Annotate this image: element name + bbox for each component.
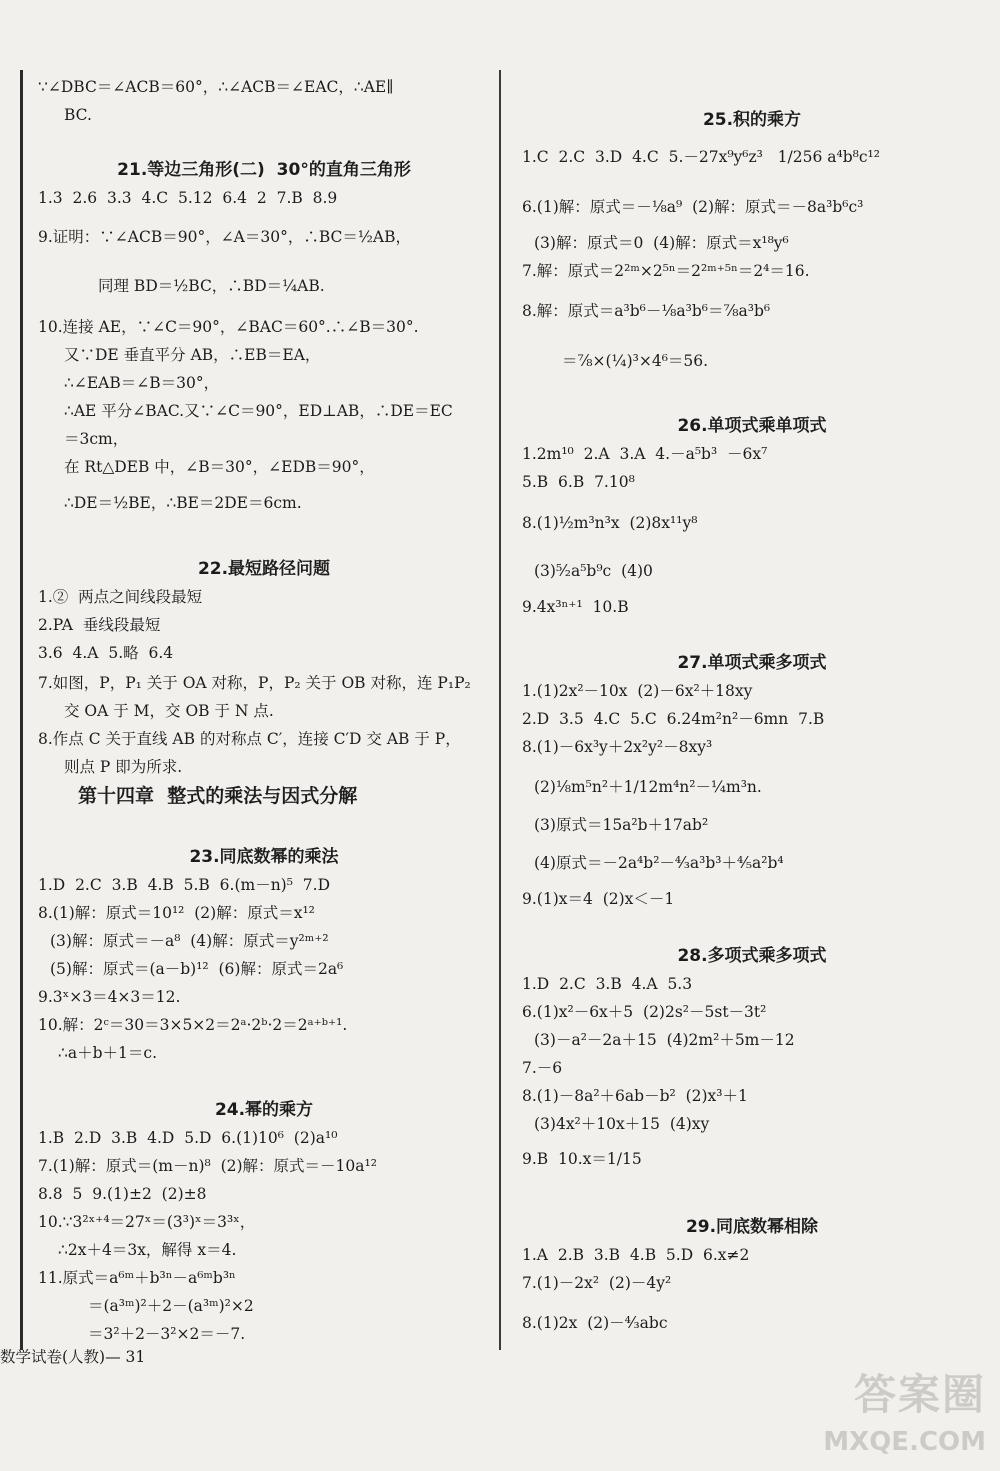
- chapter-title: 第十四章 整式的乘法与因式分解: [78, 785, 358, 807]
- section-title-24: 24.幂的乘方: [214, 1100, 314, 1120]
- answer-line: ∴DE＝½BE，∴BE＝2DE＝6cm.: [64, 494, 302, 512]
- answer-line: 8.(1)½m³n³x (2)8x¹¹y⁸: [522, 514, 698, 532]
- section-title-22: 22.最短路径问题: [197, 559, 331, 579]
- section-title-28: 28.多项式乘多项式: [677, 946, 827, 966]
- answer-line: (3)4x²＋10x＋15 (4)xy: [534, 1115, 710, 1133]
- answer-line: 1.D 2.C 3.B 4.A 5.3: [522, 975, 693, 993]
- answer-line: (4)原式＝－2a⁴b²－⁴⁄₃a³b³＋⁴⁄₅a²b⁴: [534, 854, 784, 872]
- answer-line: 11.原式＝a⁶ᵐ＋b³ⁿ－a⁶ᵐb³ⁿ: [38, 1269, 236, 1287]
- answer-line: 7.如图，P，P₁ 关于 OA 对称，P，P₂ 关于 OB 对称，连 P₁P₂: [38, 674, 471, 692]
- answer-line: 1.D 2.C 3.B 4.B 5.B 6.(m－n)⁵ 7.D: [38, 876, 331, 894]
- answer-line: ∴AE 平分∠BAC.又∵∠C＝90°，ED⊥AB，∴DE＝EC: [64, 402, 453, 420]
- answer-line: 1.② 两点之间线段最短: [38, 588, 203, 606]
- left-margin-rule: [20, 70, 23, 1350]
- section-title-23: 23.同底数幂的乘法: [189, 847, 339, 867]
- answer-line: ＝3cm，: [64, 430, 129, 448]
- section-title-26: 26.单项式乘单项式: [677, 416, 827, 436]
- answer-line: ＝⅞×(¼)³×4⁶＝56.: [562, 352, 709, 370]
- answer-line: 2.PA 垂线段最短: [38, 616, 161, 634]
- section-title-25: 25.积的乘方: [702, 110, 802, 130]
- answer-line: 7.(1)解：原式＝(m－n)⁸ (2)解：原式＝－10a¹²: [38, 1157, 377, 1175]
- answer-line: 8.作点 C 关于直线 AB 的对称点 C′，连接 C′D 交 AB 于 P，: [38, 730, 461, 748]
- answer-line: (2)⅛m⁵n²＋1/12m⁴n²－¼m³n.: [534, 778, 762, 796]
- watermark-url: MXQE.COM: [823, 1427, 986, 1457]
- answer-line: (3)原式＝15a²b＋17ab²: [534, 816, 709, 834]
- answer-line: 10.∵3²ˣ⁺⁴＝27ˣ＝(3³)ˣ＝3³ˣ，: [38, 1213, 256, 1231]
- answer-line: 8.(1)2x (2)－⁴⁄₃abc: [522, 1314, 668, 1332]
- answer-line: ∴a＋b＋1＝c.: [58, 1044, 157, 1062]
- answer-line: (3)解：原式＝－a⁸ (4)解：原式＝y²ᵐ⁺²: [50, 932, 329, 950]
- section-title-29: 29.同底数幂相除: [685, 1217, 819, 1237]
- answer-line: 5.B 6.B 7.10⁸: [522, 473, 635, 491]
- answer-line: 8.(1)－8a²＋6ab－b² (2)x³＋1: [522, 1087, 748, 1105]
- answer-line: 2.D 3.5 4.C 5.C 6.24m²n²－6mn 7.B: [522, 710, 825, 728]
- answer-line: 9.4x³ⁿ⁺¹ 10.B: [522, 598, 629, 616]
- answer-line: 1.3 2.6 3.3 4.C 5.12 6.4 2 7.B 8.9: [38, 189, 338, 207]
- section-title-21: 21.等边三角形(二) 30°的直角三角形: [117, 160, 411, 180]
- answer-line: 在 Rt△DEB 中，∠B＝30°，∠EDB＝90°，: [64, 458, 375, 476]
- answer-line: 8.解：原式＝a³b⁶－⅛a³b⁶＝⅞a³b⁶: [522, 302, 771, 320]
- answer-line: 9.(1)x＝4 (2)x＜－1: [522, 890, 675, 908]
- answer-line: (3)－a²－2a＋15 (4)2m²＋5m－12: [534, 1031, 795, 1049]
- answer-line: 则点 P 即为所求.: [64, 758, 183, 776]
- section-title-27: 27.单项式乘多项式: [677, 653, 827, 673]
- watermark-logo: [786, 1362, 986, 1457]
- answer-line: 6.(1)x²－6x＋5 (2)2s²－5st－3t²: [522, 1003, 767, 1021]
- page-footer: 数学试卷(人教)— 31: [0, 1348, 146, 1366]
- answer-line: 6.(1)解：原式＝－⅛a⁹ (2)解：原式＝－8a³b⁶c³: [522, 198, 864, 216]
- answer-line: (5)解：原式＝(a－b)¹² (6)解：原式＝2a⁶: [50, 960, 344, 978]
- answer-line: 1.A 2.B 3.B 4.B 5.D 6.x≠2: [522, 1246, 750, 1264]
- answer-line: ∵∠DBC＝∠ACB＝60°，∴∠ACB＝∠EAC，∴AE∥: [38, 78, 394, 96]
- answer-line: ＝(a³ᵐ)²＋2－(a³ᵐ)²×2: [88, 1297, 254, 1315]
- answer-line: (3)解：原式＝0 (4)解：原式＝x¹⁸y⁶: [534, 234, 789, 252]
- answer-line: 9.B 10.x＝1/15: [522, 1150, 642, 1168]
- answer-line: 同理 BD＝½BC，∴BD＝¼AB.: [98, 277, 325, 295]
- answer-line: 7.解：原式＝2²ᵐ×2⁵ⁿ＝2²ᵐ⁺⁵ⁿ＝2⁴＝16.: [522, 262, 810, 280]
- answer-line: 1.(1)2x²－10x (2)－6x²＋18xy: [522, 682, 753, 700]
- answer-line: 1.C 2.C 3.D 4.C 5.－27x⁹y⁶z³ 1/256 a⁴b⁸c¹²: [522, 148, 880, 166]
- answer-line: BC.: [64, 106, 92, 124]
- answer-line: 1.B 2.D 3.B 4.D 5.D 6.(1)10⁶ (2)a¹⁰: [38, 1129, 338, 1147]
- answer-line: 又∵DE 垂直平分 AB，∴EB＝EA，: [64, 346, 321, 364]
- answer-line: 7.(1)－2x² (2)－4y²: [522, 1274, 672, 1292]
- answer-line: 9.3ˣ×3＝4×3＝12.: [38, 988, 181, 1006]
- answer-line: ∴∠EAB＝∠B＝30°，: [64, 374, 220, 392]
- answer-line: 7.－6: [522, 1059, 563, 1077]
- answer-line: 10.连接 AE，∵∠C＝90°，∠BAC＝60°.∴∠B＝30°.: [38, 318, 419, 336]
- answer-line: ＝3²＋2－3²×2＝－7.: [88, 1325, 246, 1343]
- answer-line: ∴2x＋4＝3x，解得 x＝4.: [58, 1241, 237, 1259]
- answer-line: 8.(1)－6x³y＋2x²y²－8xy³: [522, 738, 713, 756]
- answer-line: 9.证明：∵∠ACB＝90°，∠A＝30°，∴BC＝½AB，: [38, 228, 411, 246]
- answer-line: 1.2m¹⁰ 2.A 3.A 4.－a⁵b³ －6x⁷: [522, 445, 768, 463]
- answer-line: 8.8 5 9.(1)±2 (2)±8: [38, 1185, 207, 1203]
- column-divider: [499, 70, 501, 1350]
- answer-line: 8.(1)解：原式＝10¹² (2)解：原式＝x¹²: [38, 904, 315, 922]
- answer-line: 3.6 4.A 5.略 6.4: [38, 644, 174, 662]
- answer-line: 交 OA 于 M，交 OB 于 N 点.: [64, 702, 274, 720]
- watermark-text: 答案圈: [853, 1370, 986, 1419]
- answer-line: 10.解：2ᶜ＝30＝3×5×2＝2ᵃ·2ᵇ·2＝2ᵃ⁺ᵇ⁺¹.: [38, 1016, 348, 1034]
- answer-line: (3)⁵⁄₂a⁵b⁹c (4)0: [534, 562, 653, 580]
